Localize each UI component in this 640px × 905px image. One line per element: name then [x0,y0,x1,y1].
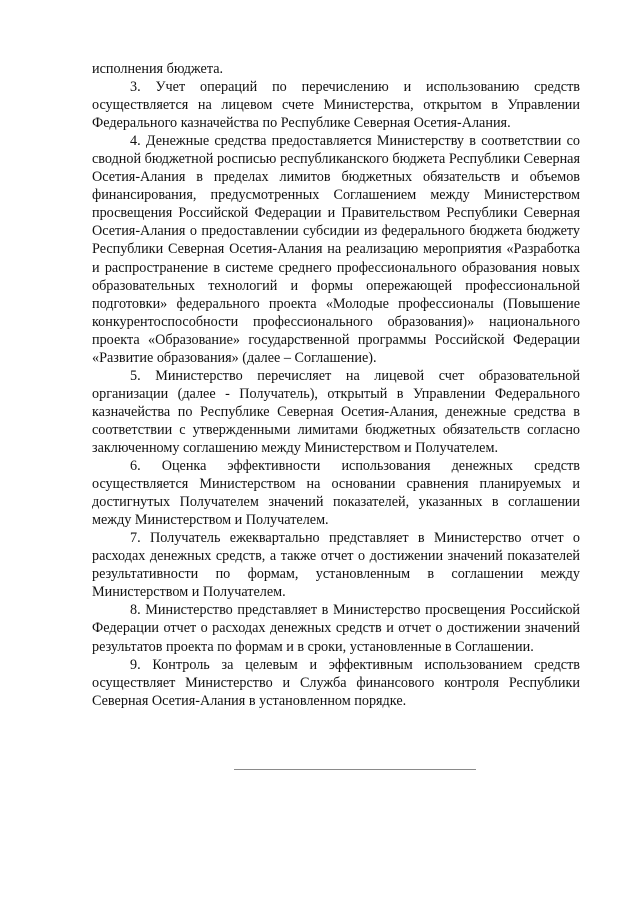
paragraph-continuation: исполнения бюджета. [92,61,224,77]
paragraph-3: 3. Учет операций по перечислению и использованию средств осуществляется на лицевом счете Министерства, открытом в Управлении Федерального казначейства по Республике Северная Осетия-Алания. [92,79,580,132]
paragraph-6: 6. Оценка эффективности использования денежных средств осуществляется Министерством на основании сравнения планируемых и достигнутых Получателем значений показателей, указанных в соглашении между Министерством и Получателем. [92,458,580,529]
paragraph-7: 7. Получатель ежеквартально представляет в Министерство отчет о расходах денежных средств, а также отчет о достижении значений показателей результативности по формам, установленным в соглашении между Министерством и Получателем. [92,530,580,601]
paragraph-4: 4. Денежные средства предоставляется Министерству в соответствии со сводной бюджетной росписью республиканского бюджета Республики Северная Осетия-Алания в пределах лимитов бюджетных обязательств и объемов финансирования, предусмотренных Соглашением между Министерством просвещения Российской Федерации и Правительством Республики Северная Осетия-Алания о предоставлении субсидии из федерального бюджета бюджету Республики Северная Осетия-Алания на реализацию мероприятия «Разработка и распространение в системе среднего профессионального образования новых образовательных технологий и формы опережающей профессиональной подготовки» федерального проекта «Молодые профессионалы (Повышение конкурентоспособности профессионального образования)» национального проекта «Образование» государственной программы Российской Федерации «Развитие образования» (далее – Соглашение). [92,133,580,366]
end-divider [234,769,476,770]
paragraph-9: 9. Контроль за целевым и эффективным использованием средств осуществляет Министерство и Служба финансового контроля Республики Северная Осетия-Алания в установленном порядке. [92,656,580,709]
document-body [92,60,580,710]
paragraph-8: 8. Министерство представляет в Министерство просвещения Российской Федерации отчет о расходах денежных средств и отчет о достижении значений результатов проекта по формам и в сроки, установленные в Соглашении. [92,602,580,655]
paragraph-5: 5. Министерство перечисляет на лицевой счет образовательной организации (далее - Получатель), открытый в Управлении Федерального казначейства по Республике Северная Осетия-Алания, денежные средства в соответствии с утвержденными лимитами бюджетных обязательств согласно заключенному соглашению между Министерством и Получателем. [92,367,580,456]
